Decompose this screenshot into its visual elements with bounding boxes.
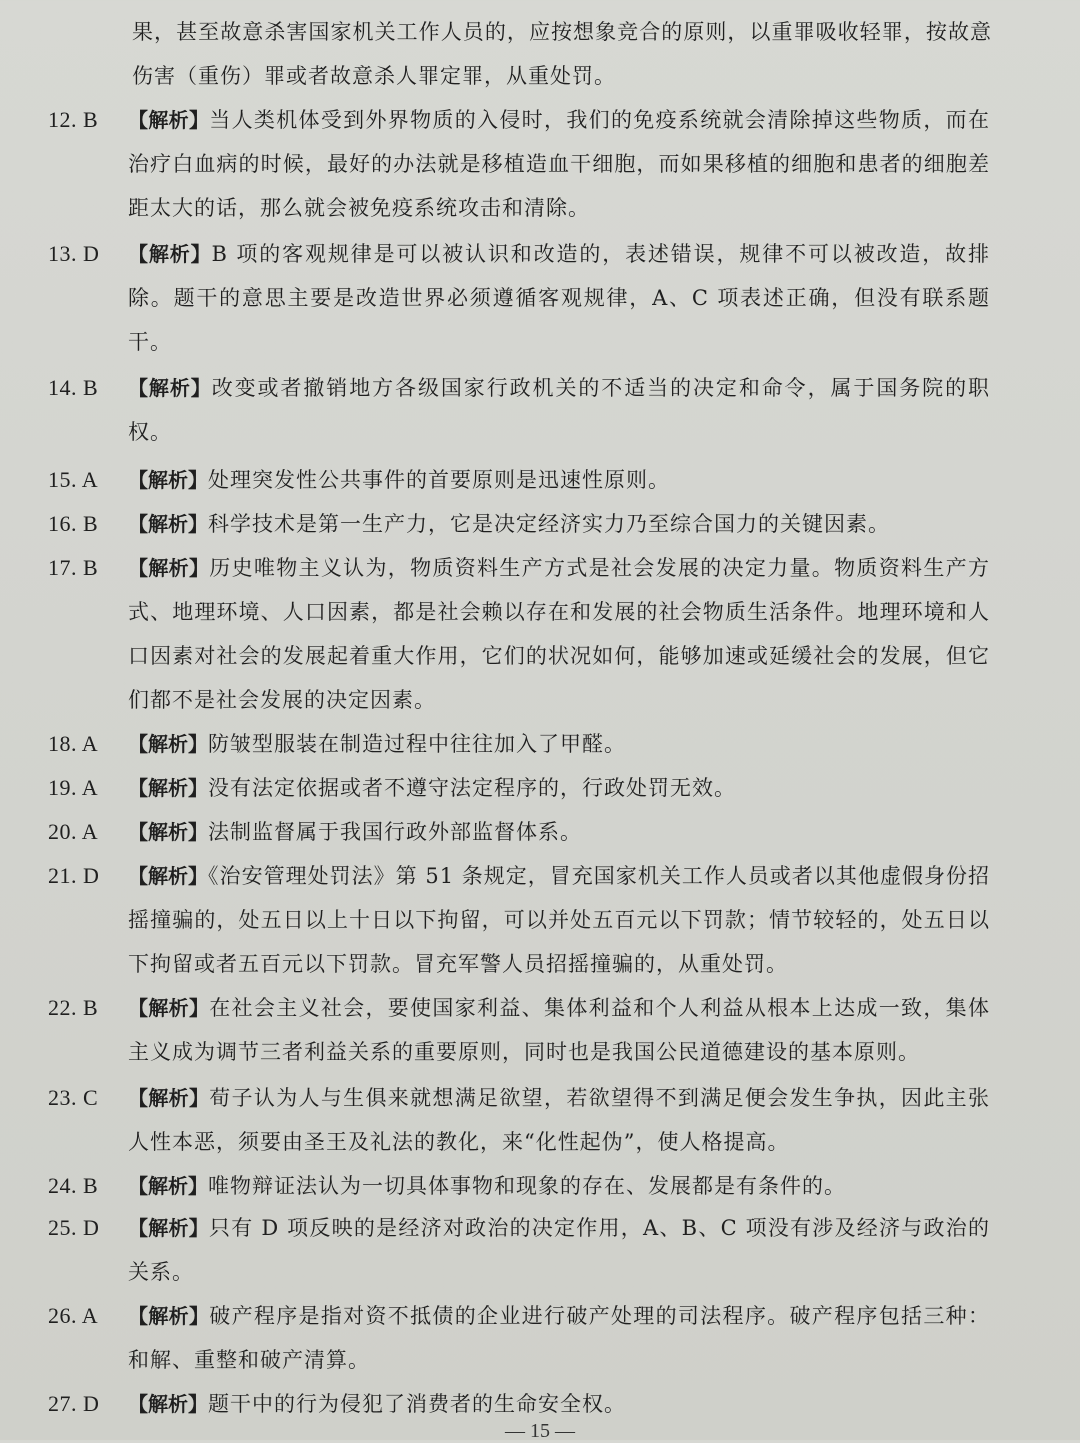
answer-number: 23. C [48, 1085, 99, 1110]
analysis-tag: 【解析】 [128, 512, 208, 536]
analysis-text: 没有法定依据或者不遵守法定程序的，行政处罚无效。 [208, 776, 736, 800]
answer-body [128, 1294, 990, 1382]
answer-number: 26. A [48, 1303, 99, 1328]
answer-number: 21. D [48, 863, 100, 888]
answer-number: 16. B [48, 511, 99, 536]
answer-number: 12. B [48, 107, 99, 132]
analysis-text: 唯物辩证法认为一切具体事物和现象的存在、发展都是有条件的。 [208, 1174, 846, 1198]
answer-body [128, 986, 990, 1074]
analysis-text: 在社会主义社会，要使国家利益、集体利益和个人利益从根本上达成一致，集体主义成为调节三者利益关系的重要原则，同时也是我国公民道德建设的基本原则。 [128, 996, 990, 1064]
answer-body [128, 98, 990, 230]
answer-item-19 [48, 766, 990, 810]
analysis-tag: 【解析】 [128, 996, 210, 1020]
answer-body [128, 502, 990, 546]
analysis-text: 荀子认为人与生俱来就想满足欲望，若欲望得不到满足便会发生争执，因此主张人性本恶，须要由圣王及礼法的教化，来“化性起伪”，使人格提高。 [128, 1086, 990, 1154]
analysis-text: 科学技术是第一生产力，它是决定经济实力乃至综合国力的关键因素。 [208, 512, 890, 536]
answer-number: 20. A [48, 819, 99, 844]
answer-item-14 [48, 366, 990, 454]
analysis-text: 题干中的行为侵犯了消费者的生命安全权。 [208, 1392, 626, 1416]
answer-item-12 [48, 98, 990, 230]
page-number: — 15 — [505, 1420, 575, 1442]
answer-item-21 [48, 854, 990, 986]
answer-item-24 [48, 1164, 990, 1208]
answer-item-18 [48, 722, 990, 766]
answer-item-17 [48, 546, 990, 722]
answer-item-16 [48, 502, 990, 546]
answer-body [128, 854, 990, 986]
analysis-text: 处理突发性公共事件的首要原则是迅速性原则。 [208, 468, 670, 492]
analysis-tag: 【解析】 [128, 1086, 210, 1110]
analysis-tag: 【解析】 [128, 242, 212, 266]
analysis-text: 破产程序是指对资不抵债的企业进行破产处理的司法程序。破产程序包括三种：和解、重整和破产清算。 [128, 1304, 990, 1372]
answer-item-26 [48, 1294, 990, 1382]
answer-item-15 [48, 458, 990, 502]
analysis-tag: 【解析】 [128, 468, 208, 492]
answer-number: 13. D [48, 241, 100, 266]
continued-paragraph: 果，甚至故意杀害国家机关工作人员的，应按想象竞合的原则，以重罪吸收轻罪，按故意伤害（重伤）罪或者故意杀人罪定罪，从重处罚。 [132, 20, 992, 88]
analysis-text: 法制监督属于我国行政外部监督体系。 [208, 820, 582, 844]
analysis-tag: 【解析】 [128, 376, 212, 400]
analysis-tag: 【解析】 [128, 776, 208, 800]
answer-body [128, 1164, 990, 1208]
answer-item-22 [48, 986, 990, 1074]
analysis-text: 只有 D 项反映的是经济对政治的决定作用，A、B、C 项没有涉及经济与政治的关系。 [128, 1216, 991, 1284]
answer-number: 25. D [48, 1215, 100, 1240]
analysis-text: 《治安管理处罚法》第 51 条规定，冒充国家机关工作人员或者以其他虚假身份招摇撞骗的，处五日以上十日以下拘留，可以并处五百元以下罚款；情节较轻的，处五日以下拘留或者五百元以下罚款。冒充军警人员招摇撞骗的，从重处罚。 [128, 864, 990, 976]
analysis-text: 历史唯物主义认为，物质资料生产方式是社会发展的决定力量。物质资料生产方式、地理环境、人口因素，都是社会赖以存在和发展的社会物质生活条件。地理环境和人口因素对社会的发展起着重大作用，它们的状况如何，能够加速或延缓社会的发展，但它们都不是社会发展的决定因素。 [128, 556, 990, 712]
analysis-tag: 【解析】 [128, 732, 208, 756]
answer-number: 19. A [48, 775, 99, 800]
answer-number: 17. B [48, 555, 99, 580]
analysis-tag: 【解析】 [128, 1304, 210, 1328]
answer-number: 14. B [48, 375, 99, 400]
analysis-text: 改变或者撤销地方各级国家行政机关的不适当的决定和命令，属于国务院的职权。 [128, 376, 991, 444]
answer-body [128, 766, 990, 810]
answer-number: 18. A [48, 731, 99, 756]
analysis-text: 当人类机体受到外界物质的入侵时，我们的免疫系统就会清除掉这些物质，而在治疗白血病的时候，最好的办法就是移植造血干细胞，而如果移植的细胞和患者的细胞差距太大的话，那么就会被免疫系统攻击和清除。 [128, 108, 990, 220]
answer-body [128, 722, 990, 766]
analysis-tag: 【解析】 [128, 1216, 209, 1240]
answer-item-23 [48, 1076, 990, 1164]
analysis-text: B 项的客观规律是可以被认识和改造的，表述错误，规律不可以被改造，故排除。题干的意思主要是改造世界必须遵循客观规律，A、C 项表述正确，但没有联系题干。 [128, 242, 991, 354]
answer-item-13 [48, 232, 990, 364]
answer-number: 27. D [48, 1391, 100, 1416]
answer-number: 15. A [48, 467, 99, 492]
analysis-tag: 【解析】 [128, 108, 210, 132]
answer-item-20 [48, 810, 990, 854]
answer-body [128, 458, 990, 502]
analysis-tag: 【解析】 [128, 820, 208, 844]
answer-body [128, 1076, 990, 1164]
analysis-tag: 【解析】 [128, 864, 209, 888]
answer-body [128, 232, 990, 364]
analysis-tag: 【解析】 [128, 556, 210, 580]
answer-number: 22. B [48, 995, 99, 1020]
answer-item-25 [48, 1206, 990, 1294]
analysis-tag: 【解析】 [128, 1392, 208, 1416]
analysis-text: 防皱型服装在制造过程中往往加入了甲醛。 [208, 732, 626, 756]
answer-body [128, 810, 990, 854]
answer-body [128, 1206, 990, 1294]
answer-body [128, 366, 990, 454]
answer-number: 24. B [48, 1173, 99, 1198]
analysis-tag: 【解析】 [128, 1174, 208, 1198]
answer-body [128, 546, 990, 722]
